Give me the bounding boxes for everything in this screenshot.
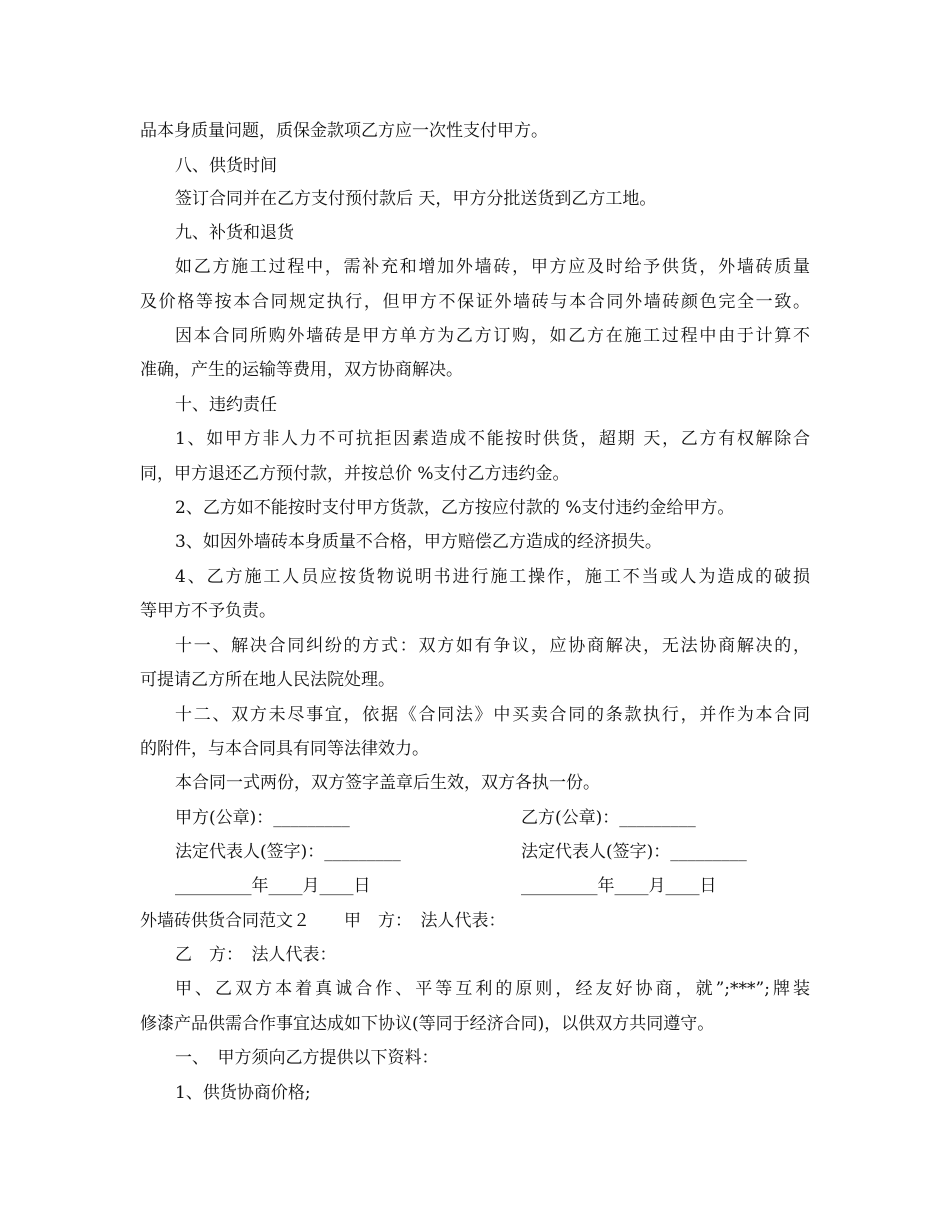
line-1: 品本身质量问题，质保金款项乙方应一次性支付甲方。	[140, 121, 548, 141]
party-b-seal: 乙方(公章)：_________	[521, 808, 696, 828]
line-17: 可提请乙方所在地人民法院处理。	[140, 670, 395, 690]
line-3: 签订合同并在乙方支付预付款后 天，甲方分批送货到乙方工地。	[175, 189, 657, 209]
section-8-heading: 八、供货时间	[175, 156, 277, 176]
contract-2-title: 外墙砖供货合同范文２ 甲 方： 法人代表：	[140, 911, 506, 931]
contract-2-line-3: 甲、乙双方本着真诚合作、平等互利的原则，经友好协商，就”;***”;牌装	[175, 979, 810, 999]
party-b-date: _________年____月____日	[521, 876, 717, 896]
line-5: 如乙方施工过程中，需补充和增加外墙砖，甲方应及时给予供货，外墙砖质量	[175, 257, 810, 277]
line-16: 十一、解决合同纠纷的方式：双方如有争议，应协商解决，无法协商解决的，	[175, 636, 810, 656]
party-a-seal: 甲方(公章)：_________	[175, 808, 350, 828]
line-13: 3、如因外墙砖本身质量不合格，甲方赔偿乙方造成的经济损失。	[175, 532, 662, 552]
section-10-heading: 十、违约责任	[175, 395, 277, 415]
line-6: 及价格等按本合同规定执行，但甲方不保证外墙砖与本合同外墙砖颜色完全一致。	[140, 292, 810, 312]
contract-2-item-1: 1、供货协商价格;	[175, 1083, 311, 1103]
contract-2-party-b: 乙 方： 法人代表：	[175, 945, 337, 965]
contract-2-line-4: 修漆产品供需合作事宜达成如下协议(等同于经济合同)，以供双方共同遵守。	[140, 1014, 715, 1034]
line-7: 因本合同所购外墙砖是甲方单方为乙方订购，如乙方在施工过程中由于计算不	[175, 326, 810, 346]
contract-2-section-1: 一、 甲方须向乙方提供以下资料：	[175, 1048, 439, 1068]
line-15: 等甲方不予负责。	[140, 601, 276, 621]
line-20: 本合同一式两份，双方签字盖章后生效，双方各执一份。	[175, 773, 600, 793]
line-11: 同，甲方退还乙方预付款，并按总价 %支付乙方违约金。	[140, 464, 570, 484]
line-12: 2、乙方如不能按时支付甲方货款，乙方按应付款的 %支付违约金给甲方。	[175, 498, 735, 518]
party-a-date: _________年____月____日	[175, 876, 371, 896]
section-9-heading: 九、补货和退货	[175, 223, 294, 243]
line-19: 的附件，与本合同具有同等法律效力。	[140, 739, 429, 759]
line-18: 十二、双方未尽事宜，依据《合同法》中买卖合同的条款执行，并作为本合同	[175, 705, 810, 725]
line-10: 1、如甲方非人力不可抗拒因素造成不能按时供货，超期 天，乙方有权解除合	[175, 429, 810, 449]
party-a-representative: 法定代表人(签字)：_________	[175, 842, 401, 862]
party-b-representative: 法定代表人(签字)：_________	[521, 842, 747, 862]
line-8: 准确，产生的运输等费用，双方协商解决。	[140, 360, 463, 380]
line-14: 4、乙方施工人员应按货物说明书进行施工操作，施工不当或人为造成的破损	[175, 567, 810, 587]
